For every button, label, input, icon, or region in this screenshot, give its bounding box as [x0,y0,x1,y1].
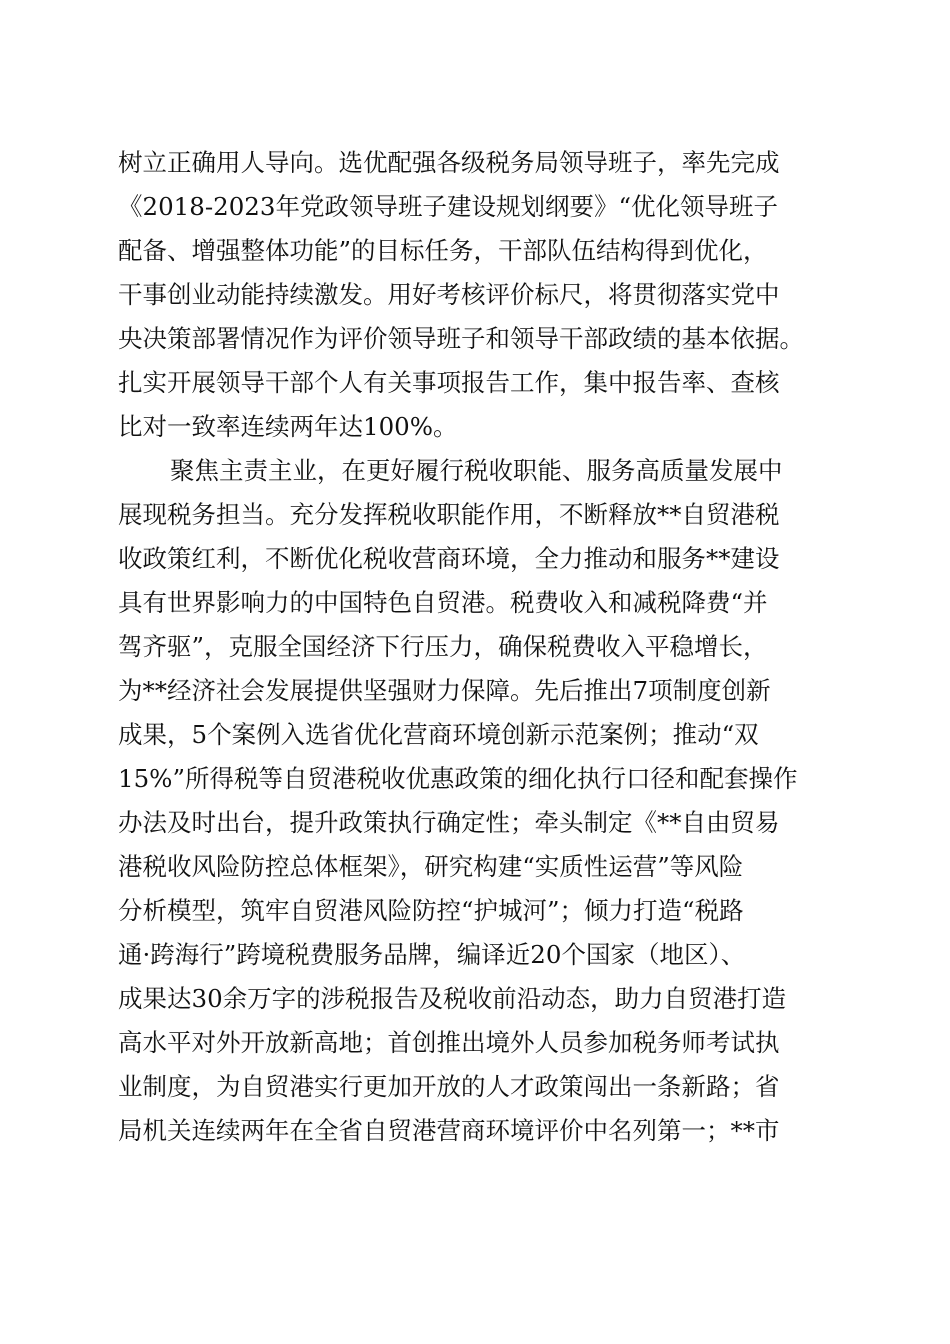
paragraph-line: 成果达30余万字的涉税报告及税收前沿动态，助力自贸港打造 [118,984,787,1013]
body-text [118,141,838,1153]
paragraph-line: 为**经济社会发展提供坚强财力保障。先后推出7项制度创新 [118,676,771,705]
paragraph-line: 业制度，为自贸港实行更加开放的人才政策闯出一条新路；省 [118,1072,780,1101]
paragraph-line: 15%”所得税等自贸港税收优惠政策的细化执行口径和配套操作 [118,764,798,793]
paragraph-line: 驾齐驱”，克服全国经济下行压力，确保税费收入平稳增长， [118,632,768,661]
paragraph-line: 扎实开展领导干部个人有关事项报告工作，集中报告率、查核 [118,368,780,397]
paragraph-line: 《2018-2023年党政领导班子建设规划纲要》“优化领导班子 [118,192,779,221]
paragraph-line: 收政策红利，不断优化税收营商环境，全力推动和服务**建设 [118,544,780,573]
paragraph-2 [118,449,838,1153]
paragraph-line: 办法及时出台，提升政策执行确定性；牵头制定《**自由贸易 [118,808,780,837]
paragraph-line: 局机关连续两年在全省自贸港营商环境评价中名列第一；**市 [118,1116,780,1145]
paragraph-line: 央决策部署情况作为评价领导班子和领导干部政绩的基本依据。 [118,324,804,353]
paragraph-line: 树立正确用人导向。选优配强各级税务局领导班子，率先完成 [118,148,780,177]
paragraph-1 [118,141,838,449]
paragraph-line: 高水平对外开放新高地；首创推出境外人员参加税务师考试执 [118,1028,780,1057]
paragraph-line: 通·跨海行”跨境税费服务品牌，编译近20个国家（地区）、 [118,940,746,969]
paragraph-line: 配备、增强整体功能”的目标任务，干部队伍结构得到优化， [118,236,768,265]
paragraph-line: 聚焦主责主业，在更好履行税收职能、服务高质量发展中 [170,456,783,485]
paragraph-line: 具有世界影响力的中国特色自贸港。税费收入和减税降费“并 [118,588,768,617]
paragraph-line: 展现税务担当。充分发挥税收职能作用，不断释放**自贸港税 [118,500,780,529]
paragraph-line: 成果，5个案例入选省优化营商环境创新示范案例；推动“双 [118,720,759,749]
paragraph-line: 港税收风险防控总体框架》，研究构建“实质性运营”等风险 [118,852,744,881]
paragraph-line: 比对一致率连续两年达100%。 [118,412,458,441]
paragraph-line: 分析模型，筑牢自贸港风险防控“护城河”；倾力打造“税路 [118,896,744,925]
paragraph-line: 干事创业动能持续激发。用好考核评价标尺，将贯彻落实党中 [118,280,780,309]
